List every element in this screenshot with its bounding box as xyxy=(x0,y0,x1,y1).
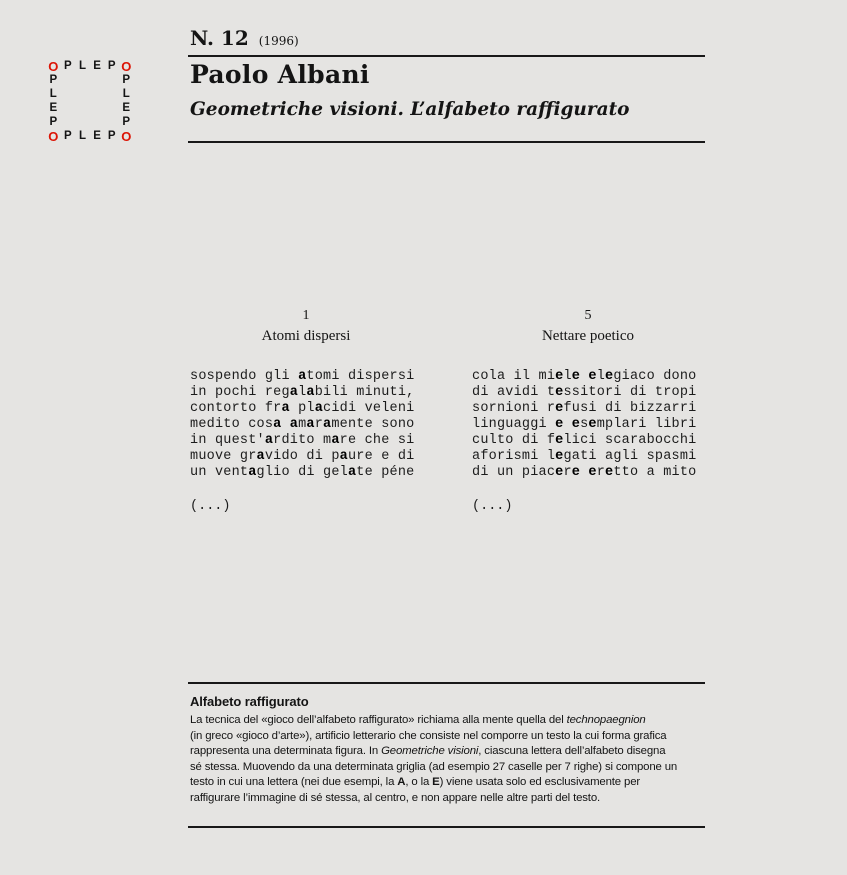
logo-letter: E xyxy=(93,130,101,142)
poem-line: sornioni refusi di bizzarri xyxy=(472,401,697,416)
logo-gap xyxy=(90,101,105,115)
divider-header xyxy=(188,141,705,143)
logo-letter: P xyxy=(107,130,116,142)
poem-1 xyxy=(190,308,422,514)
logo-letter: P xyxy=(122,74,131,86)
poem-body xyxy=(472,369,704,481)
logo-letter: L xyxy=(122,88,130,100)
footnote-line: sé stessa. Muovendo da una determinata griglia (ad esempio 27 caselle per 7 righe) si compone un xyxy=(190,760,678,773)
footnote-heading: Alfabeto raffigurato xyxy=(190,694,309,709)
issue-year: (1996) xyxy=(258,34,299,48)
poems-section xyxy=(188,308,705,538)
logo-gap xyxy=(75,73,90,87)
footnote-line: rappresenta una determinata figura. In Geometriche visioni, ciascuna lettera dell’alfabeto disegna xyxy=(190,745,666,758)
logo-letter: E xyxy=(49,102,58,114)
poem-number: 1 xyxy=(302,308,310,323)
logo-gap xyxy=(104,101,119,115)
poem-number: 5 xyxy=(584,308,592,323)
logo-letter: P xyxy=(49,74,58,86)
poem-line: in pochi regalabili minuti, xyxy=(190,385,415,400)
divider-footnote xyxy=(188,682,705,684)
poem-body xyxy=(190,369,422,481)
logo-gap xyxy=(90,73,105,87)
logo-gap xyxy=(61,73,76,87)
logo-letter: O xyxy=(48,58,59,74)
poem-line: aforismi legati agli spasmi xyxy=(472,449,697,464)
poem-line: cola il miele elegiaco dono xyxy=(472,369,697,384)
logo-letter: O xyxy=(121,58,132,74)
logo-gap xyxy=(104,115,119,129)
logo-gap xyxy=(90,87,105,101)
logo-letter: P xyxy=(64,60,72,72)
work-title: Geometriche visioni. L’alfabeto raffigurato xyxy=(190,99,630,120)
logo-gap xyxy=(61,87,76,101)
logo-gap xyxy=(61,115,76,129)
logo-letter: L xyxy=(78,60,86,72)
logo-gap xyxy=(75,115,90,129)
poem-line: in quest'ardito mare che si xyxy=(190,433,415,448)
footnote-line: La tecnica del «gioco dell’alfabeto raffigurato» richiama alla mente quella del technopaegnion xyxy=(190,714,646,726)
poem-ellipsis: (...) xyxy=(472,499,513,514)
poem-5 xyxy=(472,308,704,514)
issue-number: N. 12 xyxy=(190,26,249,50)
poem-ellipsis: (...) xyxy=(190,499,231,514)
logo-gap xyxy=(61,101,76,115)
logo-gap xyxy=(90,115,105,129)
logo-letter: P xyxy=(64,130,72,142)
poem-line: muove gravido di paure e di xyxy=(190,449,415,464)
footnote-line: (in greco «gioco d’arte»), artificio letterario che consiste nel comporre un testo la cui forma grafica xyxy=(190,729,667,742)
logo-gap xyxy=(75,101,90,115)
poem-title: Nettare poetico xyxy=(541,328,635,344)
footnote-section xyxy=(190,694,705,807)
logo-letter: P xyxy=(49,116,58,128)
logo-gap xyxy=(104,87,119,101)
divider-bottom xyxy=(188,826,705,828)
logo-letter: O xyxy=(48,128,59,144)
logo-letter: E xyxy=(93,60,101,72)
poem-line: medito cosa amaramente sono xyxy=(190,417,415,432)
poem-line: linguaggi e esemplari libri xyxy=(472,417,697,432)
poem-line: di avidi tessitori di tropi xyxy=(472,385,697,400)
logo-letter: P xyxy=(122,116,131,128)
poem-line: un ventaglio di gelate péne xyxy=(190,465,415,480)
logo-letter: O xyxy=(121,128,132,144)
oplepo-logo xyxy=(46,59,134,143)
footnote-body xyxy=(190,713,705,807)
poem-line: culto di felici scarabocchi xyxy=(472,433,697,448)
footnote-line: testo in cui una lettera (nei due esempi, la A, o la E) viene usata solo ed esclusivamente per xyxy=(190,776,641,789)
divider-top xyxy=(188,55,705,57)
author-name: Paolo Albani xyxy=(190,60,370,89)
issue-header xyxy=(190,26,299,50)
logo-letter: L xyxy=(49,88,57,100)
footnote-line: raffigurare l’immagine di sé stessa, al centro, e non appare nelle altre parti del testo. xyxy=(190,791,601,804)
logo-gap xyxy=(104,73,119,87)
logo-letter: E xyxy=(122,102,131,114)
logo-gap xyxy=(75,87,90,101)
poem-line: sospendo gli atomi dispersi xyxy=(190,369,415,384)
logo-letter: L xyxy=(78,130,86,142)
poem-title: Atomi dispersi xyxy=(261,328,351,344)
poem-line: di un piacere eretto a mito xyxy=(472,465,697,480)
poem-line: contorto fra placidi veleni xyxy=(190,401,415,416)
logo-letter: P xyxy=(107,60,116,72)
